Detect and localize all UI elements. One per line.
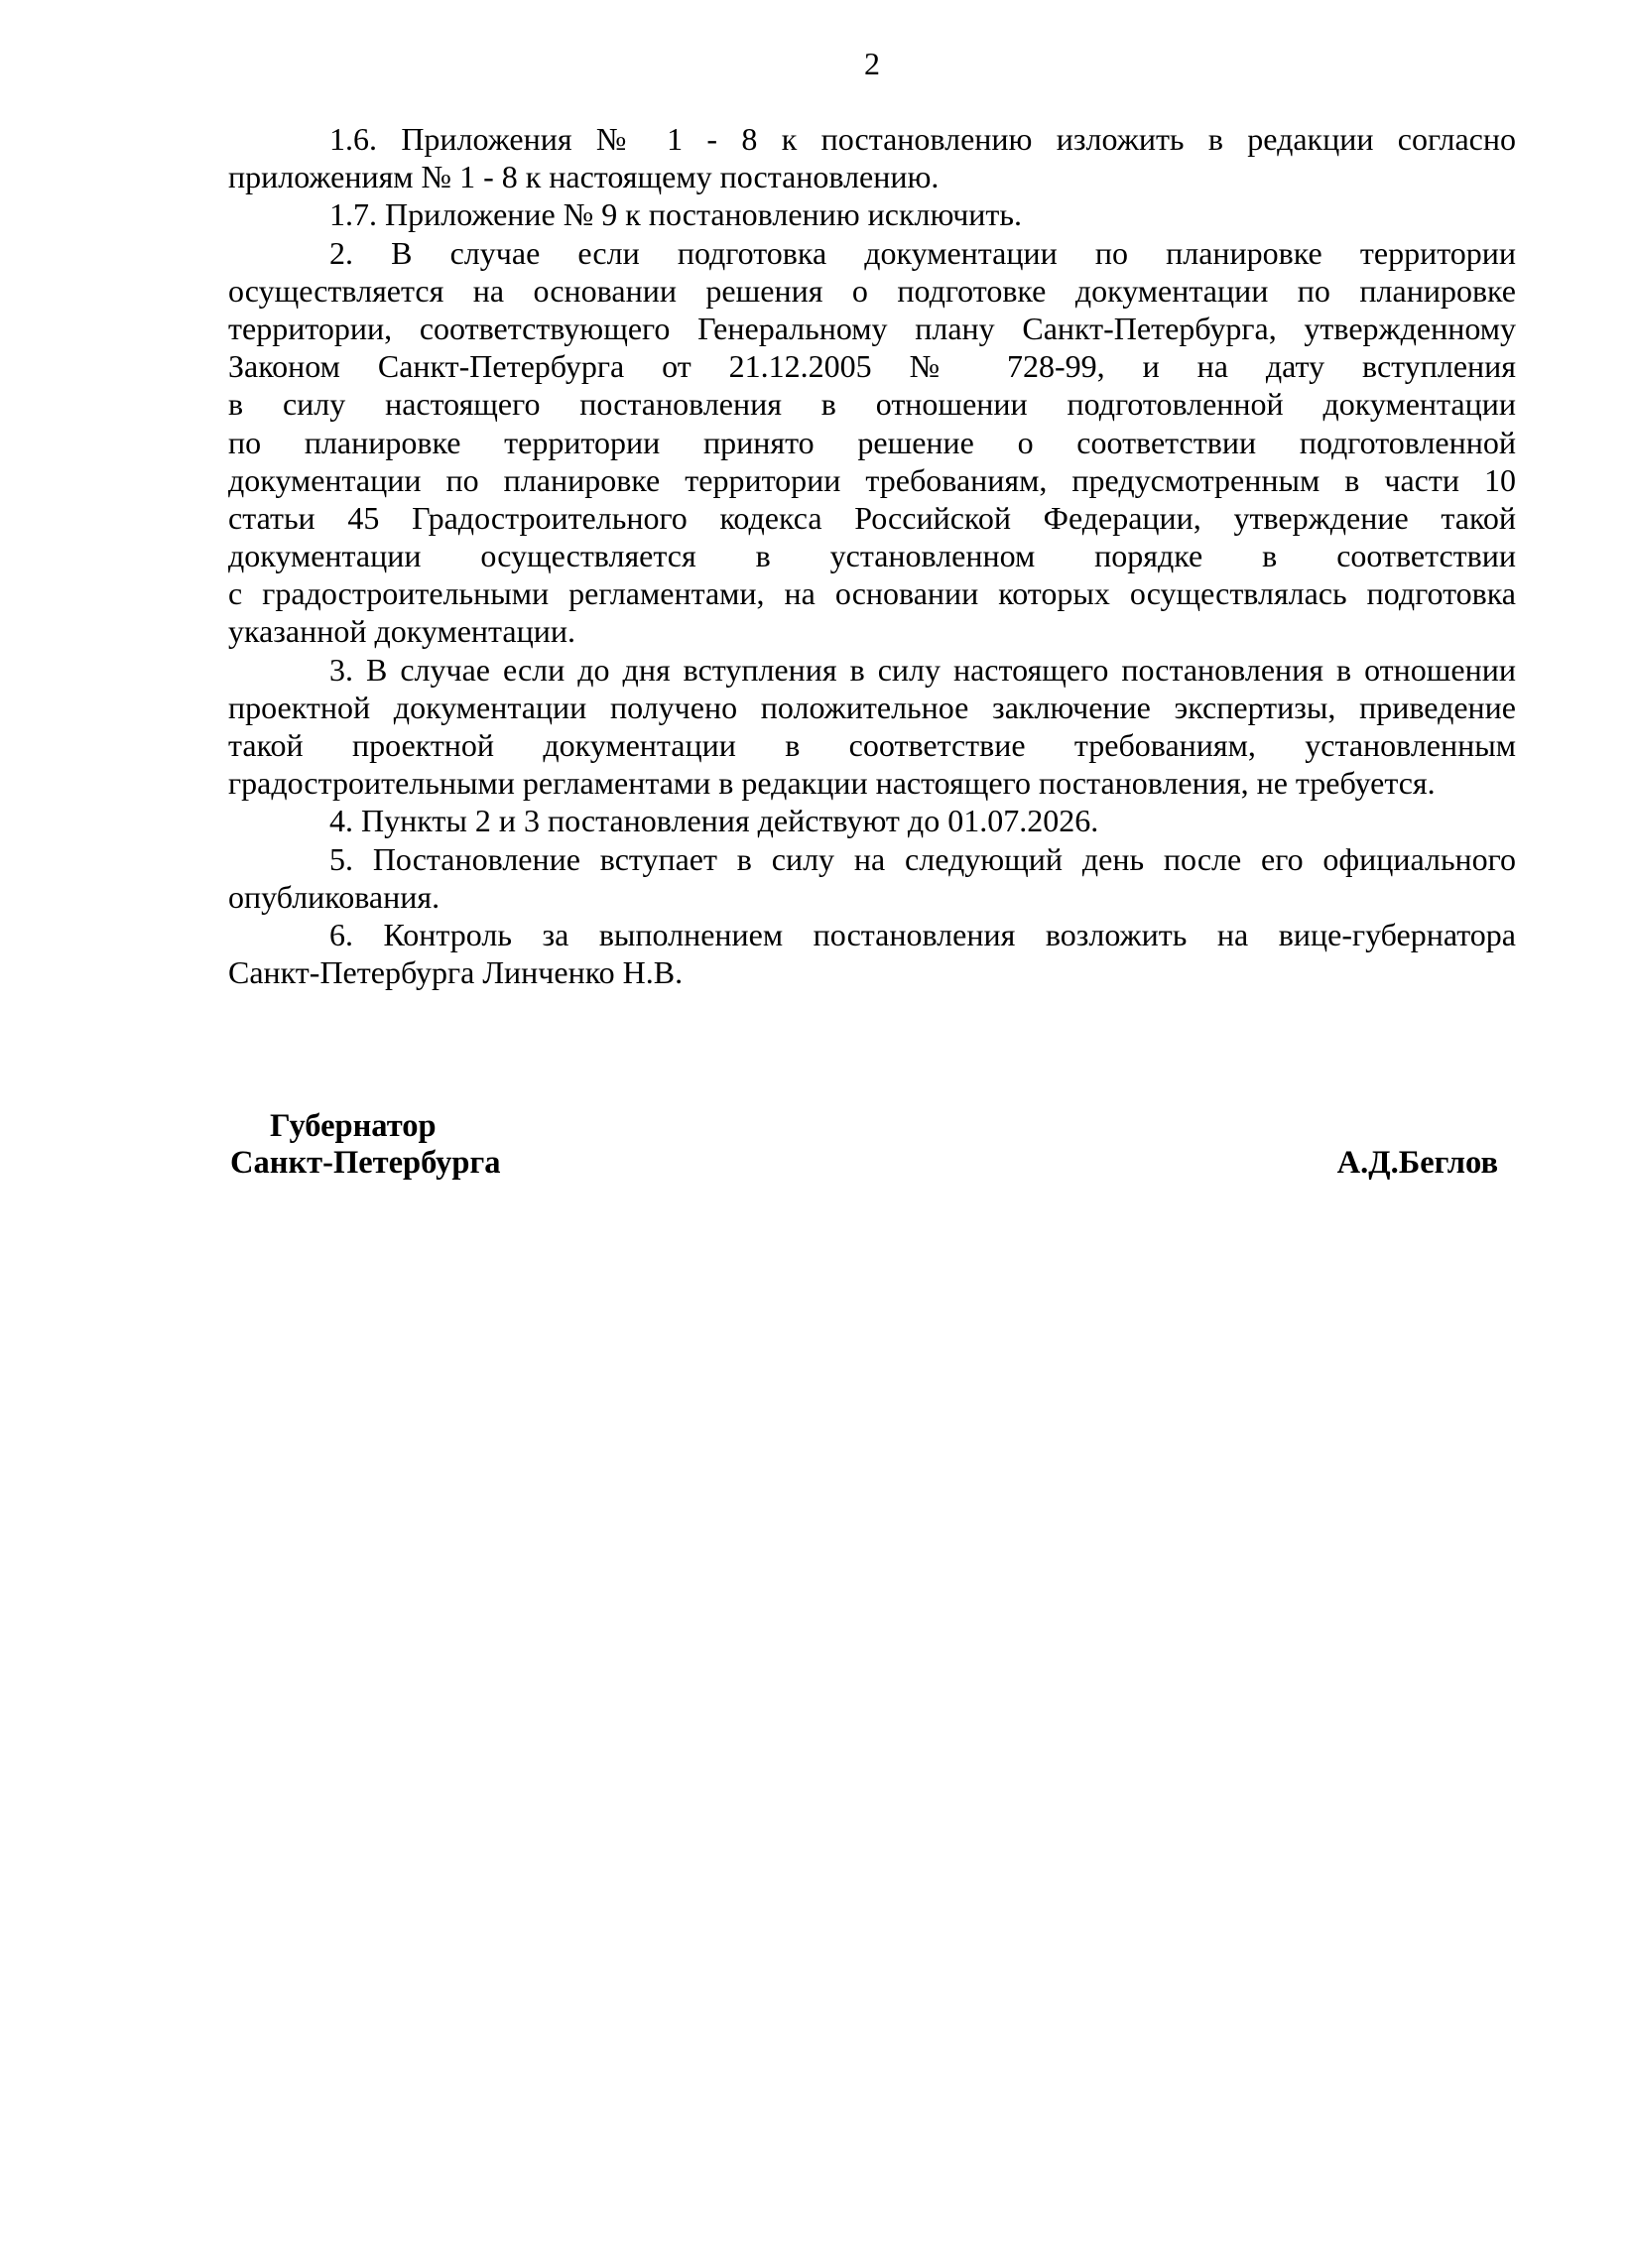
paragraph-line: документации по планировке территории требованиям, предусмотренным в части 10 [228,461,1516,498]
paragraph-line: указанной документации. [228,613,575,650]
document-body [228,120,1516,991]
paragraph-line: Санкт-Петербурга Линченко Н.В. [228,954,684,991]
paragraph-line: по планировке территории принято решение о соответствии подготовленной [228,424,1516,460]
paragraph-line: проектной документации получено положительное заключение экспертизы, приведение [228,689,1516,725]
paragraph-line: документации осуществляется в установленном порядке в соответствии [228,538,1516,574]
paragraph-line: градостроительными регламентами в редакции настоящего постановления, не требуется. [228,765,1436,802]
paragraph-1-6 [228,120,1516,195]
signature-title-line-1: Губернатор [270,1108,437,1144]
paragraph-line: 3. В случае если до дня вступления в силу настоящего постановления в отношении [329,651,1516,688]
paragraph-line: Законом Санкт-Петербурга от 21.12.2005 № 728-99, и на дату вступления [228,348,1516,385]
paragraph-line: такой проектной документации в соответствие требованиям, установленным [228,727,1516,763]
paragraph-line: статьи 45 Градостроительного кодекса Российской Федерации, утверждение такой [228,499,1516,536]
page-number: 2 [864,46,880,81]
paragraph-line: 6. Контроль за выполнением постановления возложить на вице-губернатора [329,916,1516,952]
signatory-name: А.Д.Беглов [1336,1145,1498,1181]
paragraph-2 [228,234,1516,651]
paragraph-line: 1.6. Приложения № 1 - 8 к постановлению изложить в редакции согласно [329,121,1516,157]
paragraph-5 [228,840,1516,916]
paragraph-line: 1.7. Приложение № 9 к постановлению исключить. [329,196,1022,233]
paragraph-line: территории, соответствующего Генеральному плану Санкт-Петербурга, утвержденному [228,310,1516,346]
paragraph-4 [228,802,1516,839]
paragraph-line: осуществляется на основании решения о подготовке документации по планировке [228,272,1516,309]
paragraph-line: опубликования. [228,878,440,915]
paragraph-1-7 [228,195,1516,233]
paragraph-line: с градостроительными регламентами, на основании которых осуществлялась подготовка [228,575,1516,612]
paragraph-line: 4. Пункты 2 и 3 постановления действуют до 01.07.2026. [329,803,1099,839]
paragraph-3 [228,651,1516,803]
paragraph-6 [228,916,1516,991]
paragraph-line: 2. В случае если подготовка документации по планировке территории [329,234,1516,271]
signature-position [230,1108,500,1182]
paragraph-line: в силу настоящего постановления в отношении подготовленной документации [228,386,1516,423]
paragraph-line: 5. Постановление вступает в силу на следующий день после его официального [329,840,1516,877]
signature-title-line-2: Санкт-Петербурга [230,1145,501,1181]
paragraph-line: приложениям № 1 - 8 к настоящему постановлению. [228,159,940,195]
